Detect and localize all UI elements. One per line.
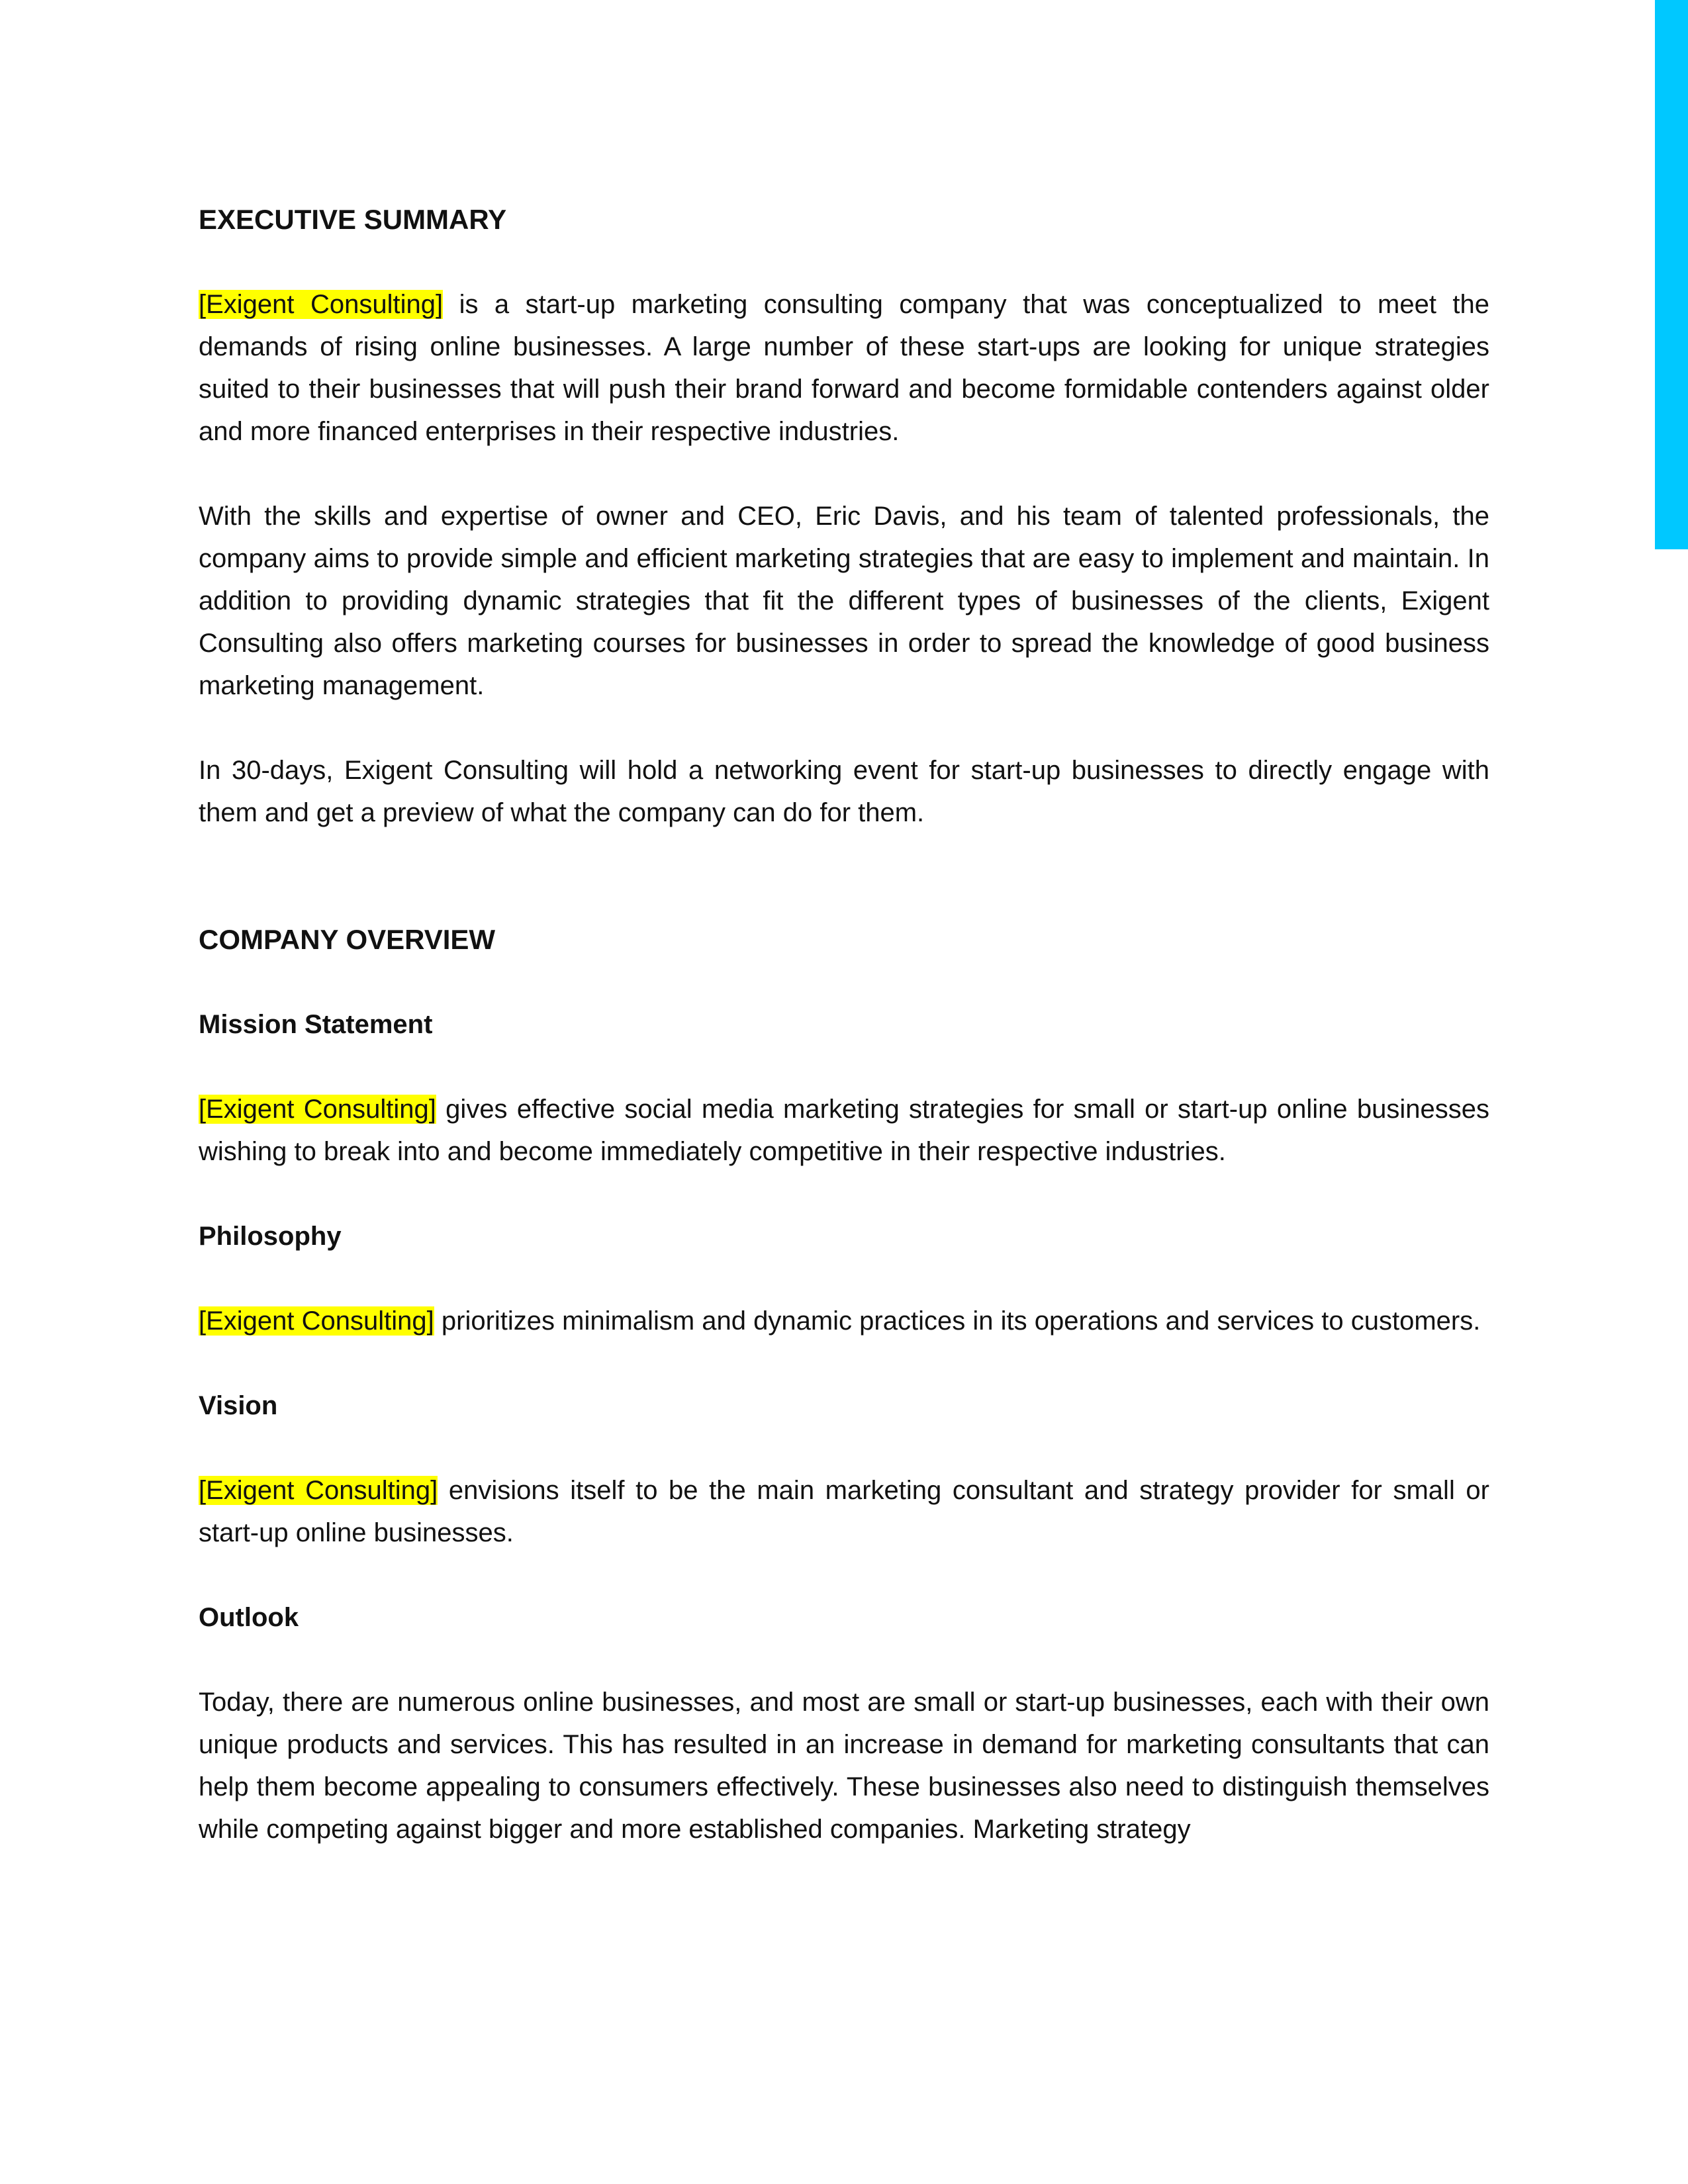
vision-paragraph bbox=[199, 1469, 1489, 1554]
executive-summary-paragraph-3: In 30-days, Exigent Consulting will hold a networking event for start-up businesses to directly engage with them and get a preview of what the company can do for them. bbox=[199, 756, 1489, 827]
document-page bbox=[199, 199, 1489, 1850]
executive-summary-paragraph-1 bbox=[199, 283, 1489, 453]
company-name-highlight: [Exigent Consulting] bbox=[199, 1306, 434, 1336]
mission-paragraph bbox=[199, 1088, 1489, 1173]
company-name-highlight: [Exigent Consulting] bbox=[199, 1476, 438, 1505]
paragraph-text: envisions itself to be the main marketing consultant and strategy provider for small or start-up online businesses. bbox=[199, 1476, 1489, 1547]
philosophy-paragraph bbox=[199, 1300, 1489, 1342]
philosophy-heading: Philosophy bbox=[199, 1222, 342, 1251]
executive-summary-paragraph-2: With the skills and expertise of owner and CEO, Eric Davis, and his team of talented professionals, the company aims to provide simple and efficient marketing strategies that are easy to implement and maintain. In addition to providing dynamic strategies that fit the different types of businesses of the clients, Exigent Consulting also offers marketing courses for businesses in order to spread the knowledge of good business marketing management. bbox=[199, 502, 1489, 700]
mission-heading: Mission Statement bbox=[199, 1010, 433, 1039]
company-name-highlight: [Exigent Consulting] bbox=[199, 1095, 436, 1124]
vision-heading: Vision bbox=[199, 1391, 278, 1420]
company-overview-title: COMPANY OVERVIEW bbox=[199, 924, 496, 955]
outlook-heading: Outlook bbox=[199, 1603, 299, 1632]
company-name-highlight: [Exigent Consulting] bbox=[199, 290, 444, 319]
outlook-paragraph: Today, there are numerous online businesses, and most are small or start-up businesses, each with their own unique products and services. This has resulted in an increase in demand for marketing consultants that can help them become appealing to consumers effectively. These businesses also need to distinguish themselves while competing against bigger and more established companies. Marketing strategy bbox=[199, 1688, 1489, 1844]
paragraph-text: is a start-up marketing consulting company that was conceptualized to meet the demands of rising online businesses. A large number of these start-ups are looking for unique strategies suited to their businesses that will push their brand forward and become formidable contenders against older and more financed enterprises in their respective industries. bbox=[199, 290, 1489, 446]
paragraph-text: gives effective social media marketing strategies for small or start-up online businesses wishing to break into and become immediately competitive in their respective industries. bbox=[199, 1095, 1489, 1166]
section-spacer bbox=[199, 876, 1489, 919]
paragraph-text: prioritizes minimalism and dynamic practices in its operations and services to customers. bbox=[434, 1306, 1481, 1336]
executive-summary-title: EXECUTIVE SUMMARY bbox=[199, 204, 507, 235]
accent-bar bbox=[1655, 0, 1688, 549]
